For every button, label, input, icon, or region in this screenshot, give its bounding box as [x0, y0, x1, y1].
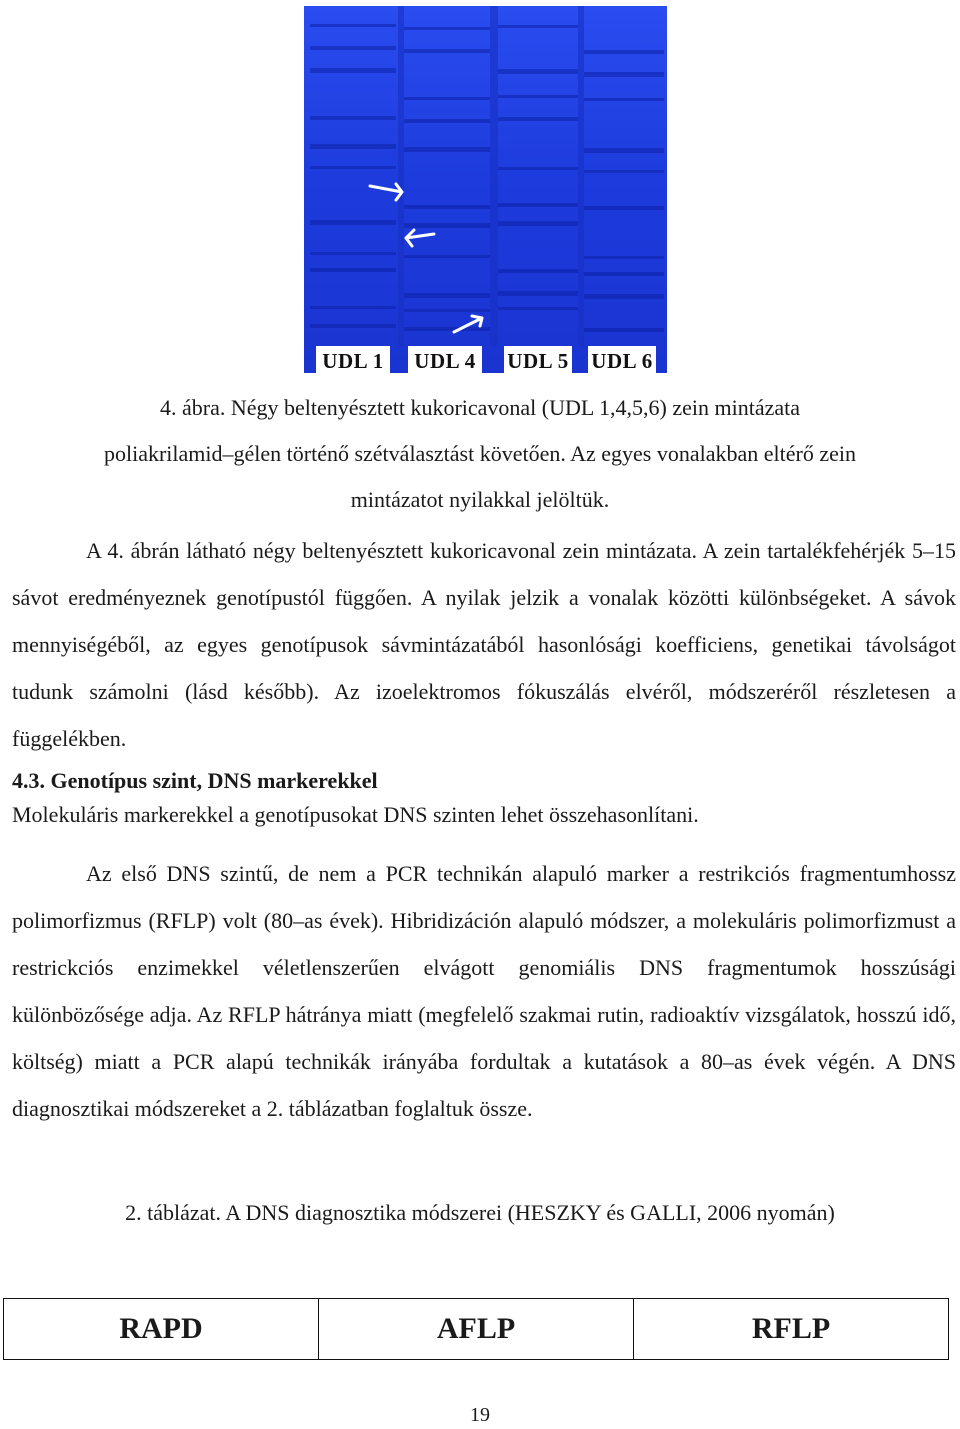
gel-band	[498, 203, 578, 207]
table-header-rflp: RFLP	[634, 1299, 949, 1360]
figure-caption-line: 4. ábra. Négy beltenyésztett kukoricavonal (UDL 1,4,5,6) zein mintázata	[160, 395, 800, 420]
table-caption: 2. táblázat. A DNS diagnosztika módszerei (HESZKY és GALLI, 2006 nyomán)	[125, 1200, 835, 1225]
gel-band	[584, 272, 664, 276]
gel-band	[498, 291, 578, 296]
gel-band	[584, 294, 664, 299]
gel-band	[584, 50, 664, 54]
figure-caption-line: poliakrilamid–gélen történő szétválasztást követően. Az egyes vonalakban eltérő zein	[103, 441, 856, 466]
figure-caption	[12, 385, 948, 523]
table-header-rapd: RAPD	[4, 1299, 319, 1360]
gel-band	[584, 148, 664, 153]
gel-band	[310, 24, 396, 27]
gel-band	[310, 220, 396, 225]
gel-band	[310, 306, 396, 309]
gel-band	[404, 223, 490, 228]
paragraph-text: A 4. ábrán látható négy beltenyésztett kukoricavonal zein mintázata. A zein tartalékfehérjék 5–15 sávot eredményeznek genotípustól függően. A nyilak jelzik a vonalak közötti különbségeket. A sávok mennyiségéből, az egyes genotípusok sávmintázatából hasonlósági koefficiens, genetikai távolságot tudunk számolni (lásd később). Az izoelektromos fókuszálás elvéről, módszeréről részletesen a függelékben.	[12, 538, 956, 751]
gel-band	[310, 268, 396, 272]
lane-label-udl4: UDL 4	[408, 346, 482, 373]
gel-band	[404, 309, 490, 312]
table-header-aflp: AFLP	[319, 1299, 634, 1360]
gel-band	[584, 328, 664, 332]
table-row	[4, 1299, 949, 1360]
gel-band	[310, 46, 396, 50]
gel-band	[498, 95, 578, 98]
gel-band	[310, 324, 396, 328]
paragraph-text: Az első DNS szintű, de nem a PCR technikán alapuló marker a restrikciós fragmentumhossz polimorfizmus (RFLP) volt (80–as évek). Hibridizáción alapuló módszer, a molekuláris polimorfizmust a restrickciós enzimekkel véletlenszerűen elvágott genomiális DNS fragmentumok hosszúsági különbözősége adja. Az RFLP hátránya miatt (megfelelő szakmai rutin, radioaktív vizsgálatok, hosszú idő, költség) miatt a PCR alapú technikák irányába fordultak a kutatások a 80–as évek végén. A DNS diagnosztikai módszereket a 2. táblázatban foglaltuk össze.	[12, 861, 956, 1121]
section-lead: Molekuláris markerekkel a genotípusokat DNS szinten lehet összehasonlítani.	[12, 802, 699, 827]
lane-label-udl1: UDL 1	[316, 346, 390, 373]
section-heading: 4.3. Genotípus szint, DNS markerekkel	[12, 768, 378, 793]
page-number: 19	[470, 1404, 490, 1426]
gel-band	[310, 68, 396, 73]
gel-band	[404, 119, 490, 123]
lane-label-udl6: UDL 6	[588, 346, 656, 373]
gel-bands-graphic	[304, 6, 667, 373]
gel-band	[404, 255, 490, 258]
gel-band	[584, 98, 664, 101]
gel-band	[498, 307, 578, 310]
gel-band	[404, 293, 490, 298]
gel-band	[498, 25, 578, 28]
gel-band	[404, 205, 490, 209]
gel-band	[310, 116, 396, 120]
gel-band	[498, 269, 578, 273]
gel-band	[584, 206, 664, 210]
gel-band	[404, 49, 490, 53]
dna-methods-table	[3, 1298, 949, 1360]
figure-caption-line: mintázatot nyilakkal jelöltük.	[350, 487, 610, 512]
paragraph-rflp	[12, 850, 956, 1132]
gel-band	[498, 117, 578, 121]
gel-band	[584, 72, 664, 77]
gel-band	[404, 27, 490, 30]
gel-band	[498, 69, 578, 74]
lane-label-udl5: UDL 5	[504, 346, 572, 373]
gel-band	[404, 97, 490, 100]
gel-band	[310, 166, 396, 169]
gel-band	[404, 327, 490, 331]
gel-band	[310, 144, 396, 149]
gel-band	[310, 252, 396, 255]
gel-band	[404, 147, 490, 152]
gel-band	[584, 256, 664, 259]
gel-band	[498, 221, 578, 226]
gel-electrophoresis-figure	[304, 6, 667, 373]
gel-band	[498, 167, 578, 170]
gel-band	[584, 170, 664, 173]
paragraph-zein	[12, 527, 956, 762]
